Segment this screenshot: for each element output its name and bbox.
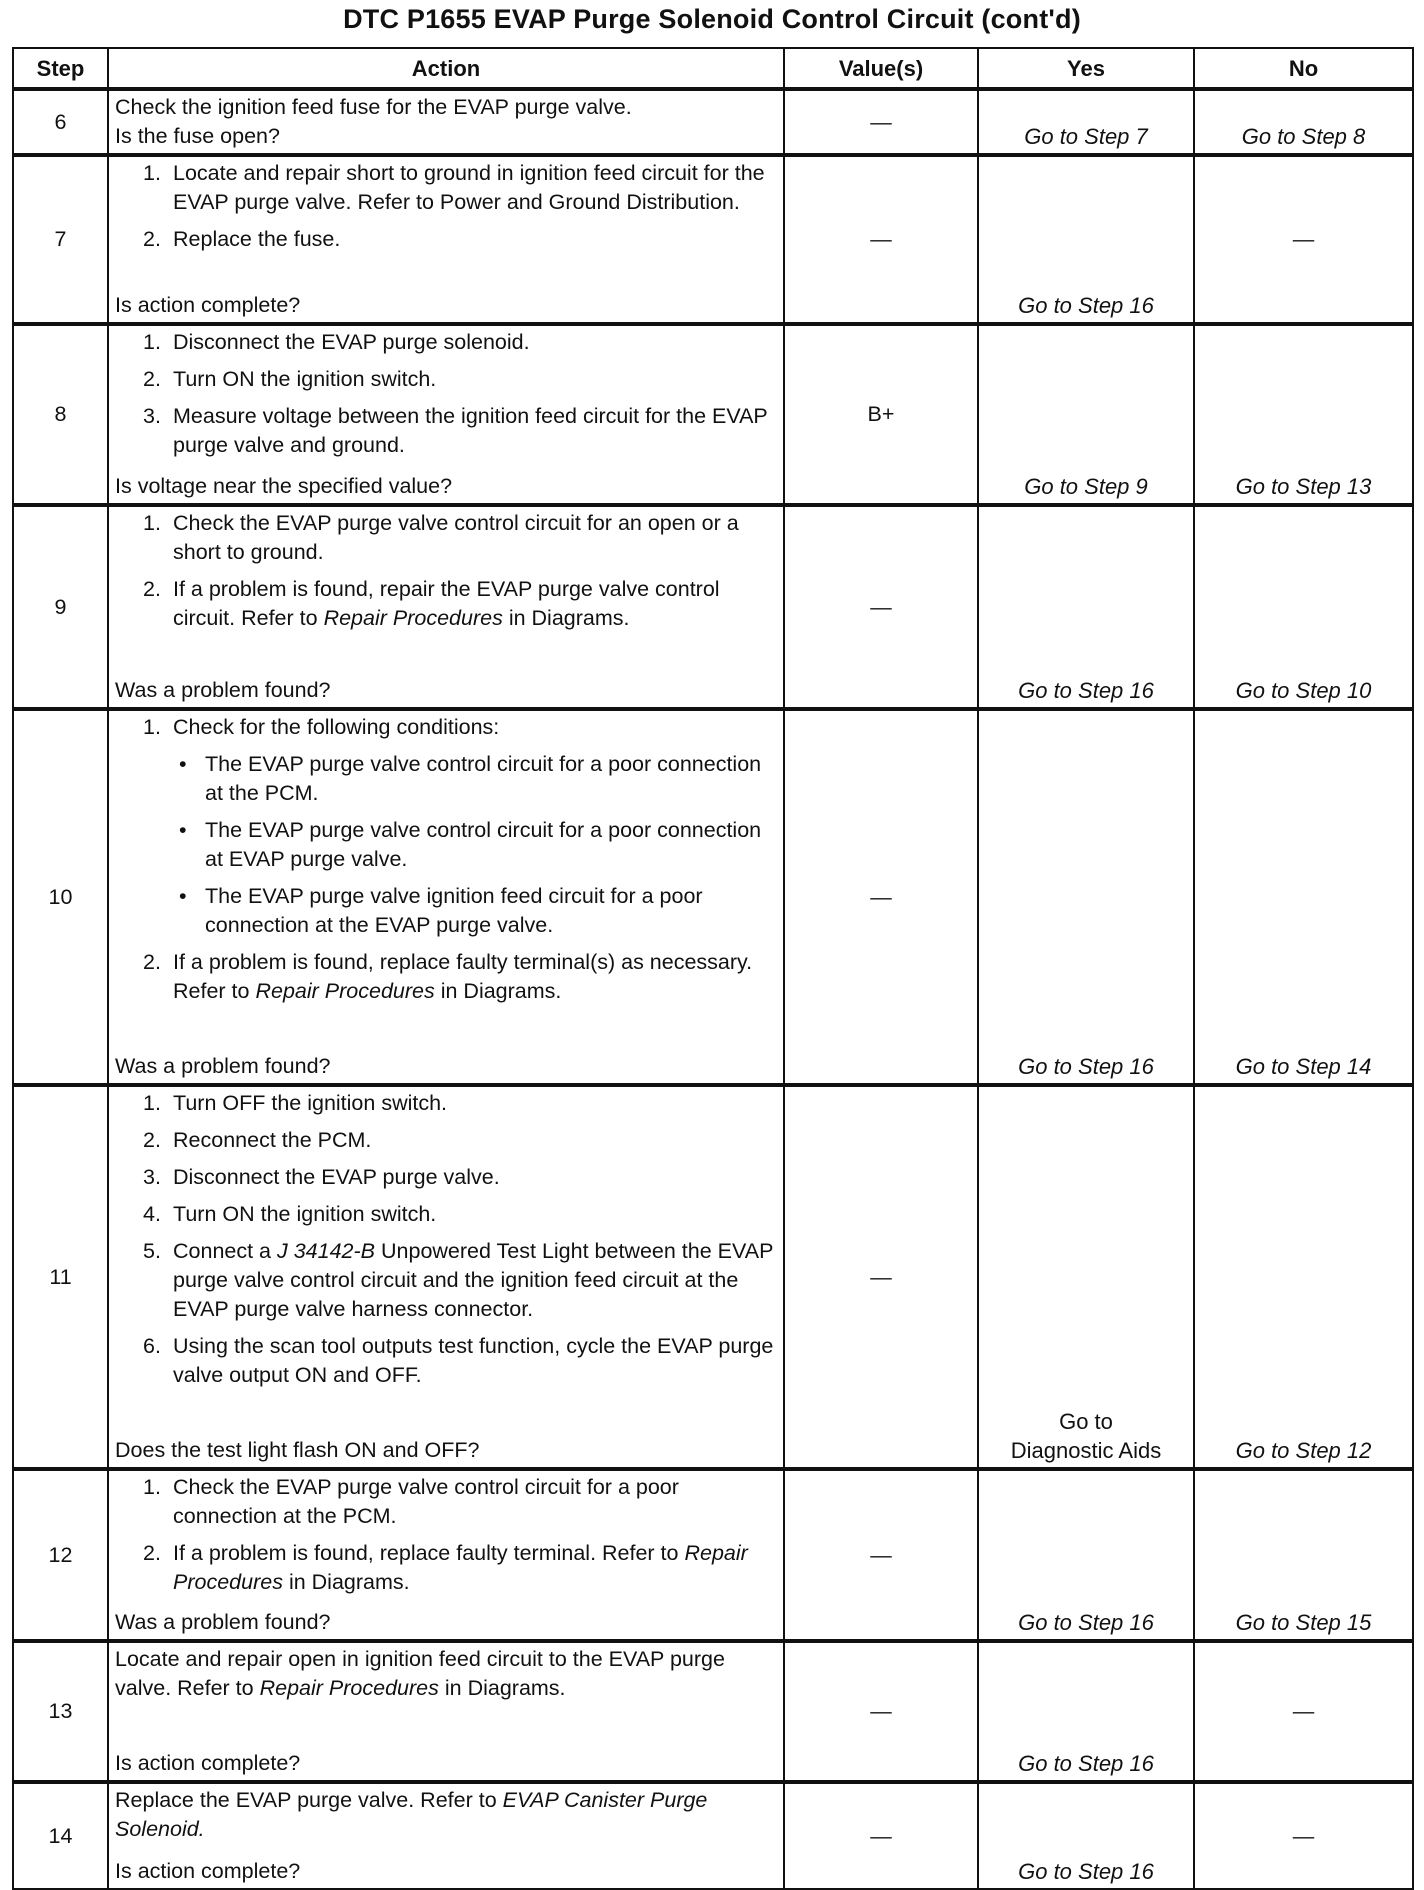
value-text: —	[870, 1823, 892, 1848]
header-action: Action	[108, 48, 784, 89]
yes-goto: Go to Step 16	[1018, 1859, 1154, 1884]
bullet-item: • The EVAP purge valve control circuit for a poor connection at the PCM.	[173, 750, 775, 808]
no-cell	[1194, 1782, 1413, 1889]
value-text: —	[870, 109, 892, 134]
action-question: Is action complete?	[115, 293, 301, 317]
value-cell	[784, 709, 978, 1085]
list-item: 1. Check for the following conditions: • The EVAP purge valve control circuit for a poor connection at the PCM. • The EVAP purge valve control circuit for a poor connection at EVAP purge valve. • The EVAP purge valve ignition feed circuit for a poor connection at the EVAP purge valve.	[143, 713, 775, 940]
yes-goto: Go to Step 16	[1018, 1054, 1154, 1079]
yes-cell	[978, 155, 1194, 324]
list-item: 2. If a problem is found, replace faulty terminal. Refer to Repair Procedures in Diagrams.	[143, 1541, 748, 1594]
no-value: —	[1292, 1699, 1315, 1723]
value-text: —	[870, 594, 892, 619]
no-cell	[1194, 709, 1413, 1085]
value-cell	[784, 1782, 978, 1889]
action-question: Does the test light flash ON and OFF?	[115, 1438, 480, 1462]
action-question: Is the fuse open?	[115, 124, 280, 148]
action-text: Replace the EVAP purge valve. Refer to EVAP Canister Purge Solenoid.	[115, 1788, 708, 1841]
header-no: No	[1194, 48, 1413, 89]
header-step: Step	[13, 48, 108, 89]
step-number: 6	[13, 89, 108, 155]
yes-goto: Go to Step 16	[1018, 293, 1154, 318]
action-cell	[108, 709, 784, 1085]
list-item: 1. Check the EVAP purge valve control circuit for a poor connection at the PCM.	[143, 1475, 679, 1528]
list-item: 5. Connect a J 34142-B Unpowered Test Light between the EVAP purge valve control circuit and the ignition feed circuit at the EVAP purge valve harness connector.	[143, 1239, 774, 1321]
value-text: B+	[867, 402, 895, 426]
yes-cell	[978, 505, 1194, 709]
no-goto: Go to Step 13	[1235, 474, 1372, 499]
yes-cell	[978, 1782, 1194, 1889]
value-cell	[784, 1085, 978, 1469]
no-cell	[1194, 155, 1413, 324]
yes-goto: Go to Step 7	[1024, 124, 1148, 149]
list-item: 2. If a problem is found, repair the EVAP purge valve control circuit. Refer to Repair Procedures in Diagrams.	[143, 577, 720, 630]
list-item: 2. Reconnect the PCM.	[143, 1128, 372, 1152]
action-cell	[108, 155, 784, 324]
action-cell	[108, 324, 784, 505]
yes-goto: Go to Step 9	[1024, 474, 1148, 499]
list-item: 2. If a problem is found, replace faulty terminal(s) as necessary. Refer to Repair Procedures in Diagrams.	[143, 950, 753, 1003]
yes-goto: Go to Step 16	[1018, 678, 1154, 703]
list-item: 3. Measure voltage between the ignition feed circuit for the EVAP purge valve and ground.	[143, 404, 768, 457]
list-item: 1. Turn OFF the ignition switch.	[143, 1091, 448, 1115]
list-item: 4. Turn ON the ignition switch.	[143, 1202, 437, 1226]
value-cell	[784, 324, 978, 505]
step-number: 14	[13, 1782, 108, 1889]
list-item: 1. Locate and repair short to ground in ignition feed circuit for the EVAP purge valve. Refer to Power and Ground Distribution.	[143, 161, 765, 214]
step-number: 10	[13, 709, 108, 1085]
value-text: —	[870, 227, 892, 251]
yes-goto: Go to Diagnostic Aids	[1010, 1409, 1162, 1463]
table-row	[13, 1641, 1413, 1782]
table-row	[13, 1085, 1413, 1469]
step-number: 13	[13, 1641, 108, 1782]
action-text: Locate and repair open in ignition feed circuit to the EVAP purge valve. Refer to Repair Procedures in Diagrams.	[115, 1647, 725, 1700]
value-cell	[784, 505, 978, 709]
yes-goto: Go to Step 16	[1018, 1751, 1154, 1776]
no-cell	[1194, 1085, 1413, 1469]
header-values: Value(s)	[784, 48, 978, 89]
yes-cell	[978, 324, 1194, 505]
action-cell	[108, 505, 784, 709]
diagnostic-table	[12, 47, 1414, 1890]
value-cell	[784, 1641, 978, 1782]
step-number: 11	[13, 1085, 108, 1469]
value-text: —	[870, 884, 892, 909]
step-number: 12	[13, 1469, 108, 1641]
no-goto: Go to Step 14	[1235, 1054, 1372, 1079]
list-item: 3. Disconnect the EVAP purge valve.	[143, 1165, 500, 1189]
no-cell	[1194, 324, 1413, 505]
table-row	[13, 1782, 1413, 1889]
action-cell	[108, 1085, 784, 1469]
no-goto: Go to Step 15	[1235, 1610, 1372, 1635]
no-value: —	[1292, 1823, 1315, 1848]
yes-cell	[978, 1469, 1194, 1641]
value-cell	[784, 155, 978, 324]
no-goto: Go to Step 8	[1241, 124, 1366, 149]
action-text: Check the ignition feed fuse for the EVAP purge valve.	[115, 95, 632, 119]
header-yes: Yes	[978, 48, 1194, 89]
no-goto: Go to Step 10	[1235, 678, 1372, 703]
page-title: DTC P1655 EVAP Purge Solenoid Control Circuit (cont'd)	[343, 4, 1081, 34]
step-number: 8	[13, 324, 108, 505]
value-cell	[784, 89, 978, 155]
table-row	[13, 1469, 1413, 1641]
step-number: 7	[13, 155, 108, 324]
action-question: Is voltage near the specified value?	[115, 474, 453, 498]
table-row	[13, 155, 1413, 324]
list-item: 1. Check the EVAP purge valve control circuit for an open or a short to ground.	[143, 511, 739, 564]
list-item: 2. Replace the fuse.	[143, 227, 341, 251]
table-row	[13, 709, 1413, 1085]
action-cell	[108, 89, 784, 155]
no-goto: Go to Step 12	[1235, 1438, 1372, 1463]
step-number: 9	[13, 505, 108, 709]
no-cell	[1194, 1469, 1413, 1641]
yes-cell	[978, 1641, 1194, 1782]
table-row	[13, 89, 1413, 155]
action-question: Is action complete?	[115, 1751, 301, 1775]
no-value: —	[1292, 227, 1315, 251]
action-cell	[108, 1782, 784, 1889]
value-text: —	[870, 1264, 892, 1289]
action-question: Was a problem found?	[115, 1054, 331, 1078]
no-cell	[1194, 89, 1413, 155]
action-question: Was a problem found?	[115, 678, 331, 702]
bullet-item: • The EVAP purge valve control circuit for a poor connection at EVAP purge valve.	[173, 816, 775, 874]
action-cell	[108, 1469, 784, 1641]
yes-cell	[978, 709, 1194, 1085]
table-row	[13, 505, 1413, 709]
action-question: Was a problem found?	[115, 1610, 331, 1634]
value-cell	[784, 1469, 978, 1641]
table-row	[13, 324, 1413, 505]
list-item: 1. Disconnect the EVAP purge solenoid.	[143, 330, 530, 354]
list-item: 6. Using the scan tool outputs test function, cycle the EVAP purge valve output ON and OFF.	[143, 1334, 774, 1387]
value-text: —	[870, 1542, 892, 1567]
no-cell	[1194, 505, 1413, 709]
value-text: —	[870, 1699, 892, 1723]
yes-cell	[978, 1085, 1194, 1469]
bullet-item: • The EVAP purge valve ignition feed circuit for a poor connection at the EVAP purge valve.	[173, 882, 775, 940]
yes-goto: Go to Step 16	[1018, 1610, 1154, 1635]
no-cell	[1194, 1641, 1413, 1782]
yes-cell	[978, 89, 1194, 155]
action-question: Is action complete?	[115, 1859, 301, 1883]
table-header-row	[13, 48, 1413, 89]
action-cell	[108, 1641, 784, 1782]
list-item: 2. Turn ON the ignition switch.	[143, 367, 437, 391]
